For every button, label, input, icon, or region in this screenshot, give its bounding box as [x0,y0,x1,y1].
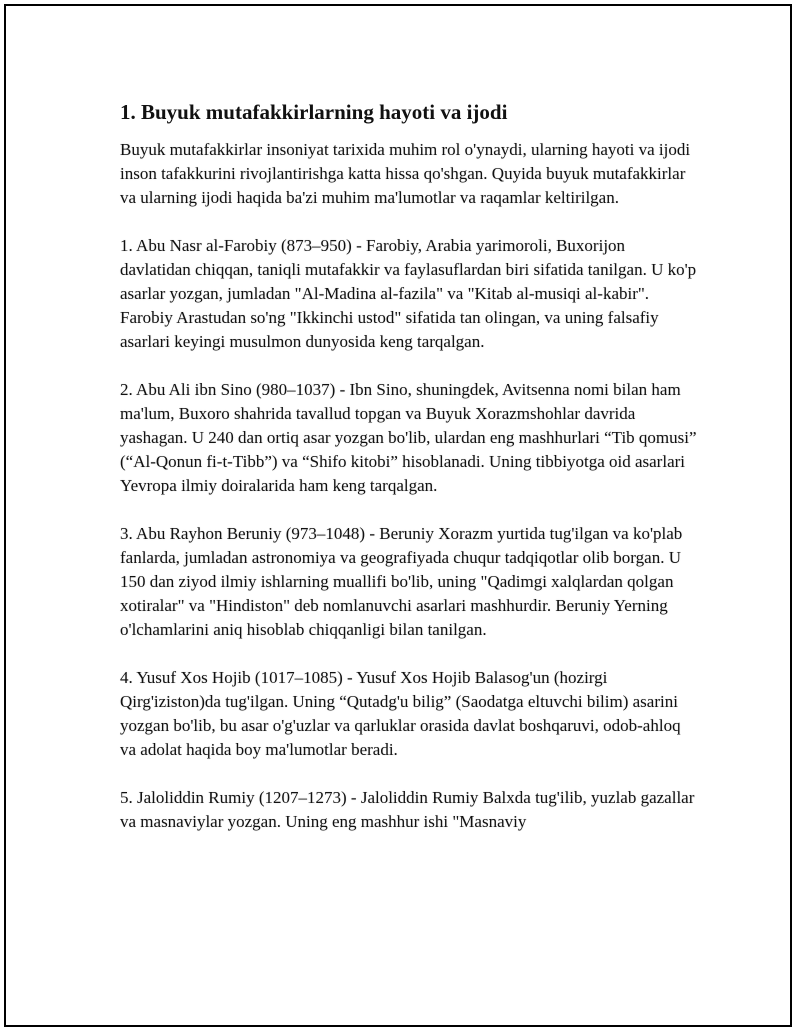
paragraph-farobiy: 1. Abu Nasr al-Farobiy (873–950) - Farobiy, Arabia yarimoroli, Buxorijon davlatidan chiqqan, taniqli mutafakkir va faylasuflardan biri sifatida tanilgan. U ko'p asarlar yozgan, jumladan "Al-Madina al-fazila" va "Kitab al-musiqi al-kabir". Farobiy Arastudan so'ng "Ikkinchi ustod" sifatida tan olingan, va uning falsafiy asarlari keyingi musulmon dunyosida keng tarqalgan. [120,236,697,351]
paragraph-beruniy: 3. Abu Rayhon Beruniy (973–1048) - Beruniy Xorazm yurtida tug'ilgan va ko'plab fanlarda, jumladan astronomiya va geografiyada chuqur tadqiqotlar olib borgan. U 150 dan ziyod ilmiy ishlarning muallifi bo'lib, uning "Qadimgi xalqlardan qolgan xotiralar" va "Hindiston" deb nomlanuvchi asarlari mashhurdir. Beruniy Yerning o'lchamlarini aniq hisoblab chiqqanligi bilan tanilgan. [120,524,683,639]
document-body [120,98,700,858]
paragraph-yusuf-xos-hojib: 4. Yusuf Xos Hojib (1017–1085) - Yusuf Xos Hojib Balasog'un (hozirgi Qirg'iziston)da tug'ilgan. Uning “Qutadg'u bilig” (Saodatga eltuvchi bilim) asarini yozgan bo'lib, bu asar o'g'uzlar va qarluklar orasida davlat boshqaruvi, odob-ahloq va adolat haqida boy ma'lumotlar beradi. [120,668,681,759]
paragraph-rumiy: 5. Jaloliddin Rumiy (1207–1273) - Jaloliddin Rumiy Balxda tug'ilib, yuzlab gazallar va masnaviylar yozgan. Uning eng mashhur ishi "Masnaviy [120,788,695,831]
paragraph-ibn-sino: 2. Abu Ali ibn Sino (980–1037) - Ibn Sino, shuningdek, Avitsenna nomi bilan ham ma'lum, Buxoro shahrida tavallud topgan va Buyuk Xorazmshohlar davrida yashagan. U 240 dan ortiq asar yozgan bo'lib, ulardan eng mashhurlari “Tib qomusi” (“Al-Qonun fi-t-Tibb”) va “Shifo kitobi” hisoblanadi. Uning tibbiyotga oid asarlari Yevropa ilmiy doiralarida ham keng tarqalgan. [120,380,697,495]
intro-paragraph: Buyuk mutafakkirlar insoniyat tarixida muhim rol o'ynaydi, ularning hayoti va ijodi inson tafakkurini rivojlantirishga katta hissa qo'shgan. Quyida buyuk mutafakkirlar va ularning ijodi haqida ba'zi muhim ma'lumotlar va raqamlar keltirilgan. [120,140,691,207]
section-heading: 1. Buyuk mutafakkirlarning hayoti va ijodi [120,100,508,124]
page-frame [4,4,792,1027]
